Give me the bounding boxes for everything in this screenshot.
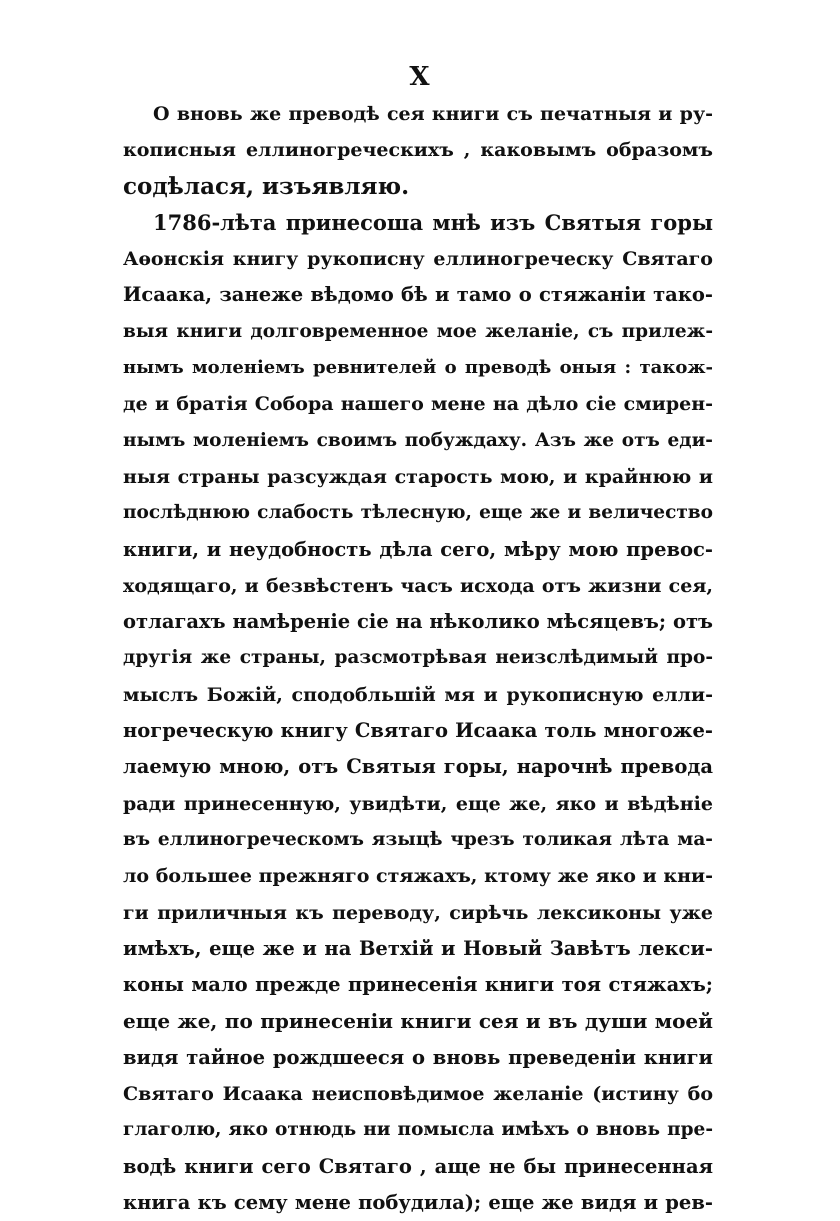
text-line: еще же, по принесеніи книги сея и въ души моей <box>123 1009 713 1034</box>
text-line: имѣхъ, еще же и на Ветхій и Новый Завѣтъ лекси- <box>123 936 713 960</box>
text-line: Исаака, занеже вѣдомо бѣ и тамо о стяжаніи тако- <box>123 283 713 307</box>
text-line: мыслъ Божій, сподобльшій мя и рукописную елли- <box>123 683 713 706</box>
text-line: де и братія Собора нашего мене на дѣло сіе смирен- <box>123 393 713 416</box>
text-line: выя книги долговременное мое желаніе, съ прилеж- <box>123 320 713 342</box>
text-line: ради принесенную, увидѣти, еще же, яко и вѣдѣніе <box>123 792 713 815</box>
text-line: О вновь же преводѣ сея книги съ печатныя и ру- <box>153 103 713 125</box>
text-line: нымъ моленіемъ ревнителей о преводѣ оныя : також- <box>123 357 713 379</box>
text-line: глаголю, яко отнюдь ни помысла имѣхъ о вновь пре- <box>123 1119 713 1141</box>
text-line: 1786-лѣта принесоша мнѣ изъ Святыя горы <box>153 209 713 235</box>
text-line: другія же страны, разсмотрѣвая неизслѣдимый про- <box>123 647 713 669</box>
text-line: въ еллиногреческомъ языцѣ чрезъ толикая лѣта ма- <box>123 828 713 850</box>
text-line: водѣ книги сего Святаго , аще не бы принесенная <box>123 1154 713 1178</box>
text-line: содѣлася, изъявляю. <box>123 172 410 200</box>
text-line: ныя страны разсуждая старость мою, и крайнюю и <box>123 465 713 488</box>
text-line: книги, и неудобность дѣла сего, мѣру мою превос- <box>123 537 713 561</box>
text-line: ло большее прежняго стяжахъ, ктому же яко и кни- <box>123 865 713 888</box>
paragraph-2 <box>123 205 713 1221</box>
text-line: лаемую мною, отъ Святыя горы, нарочнѣ превода <box>123 755 713 779</box>
text-line: книга къ сему мене побудила); еще же видя и рев- <box>123 1190 713 1214</box>
text-line: коны мало прежде принесенія книги тоя стяжахъ; <box>123 973 713 997</box>
text-line: нымъ моленіемъ своимъ побуждаху. Азъ же отъ еди- <box>123 429 713 451</box>
text-line: послѣднюю слабость тѣлесную, еще же и величество <box>123 502 713 524</box>
text-line: видя тайное рождшееся о вновь преведеніи книги <box>123 1045 713 1069</box>
text-line: ходящаго, и безвѣстенъ часъ исхода отъ жизни сея, <box>123 574 713 597</box>
text-line: Святаго Исаака неисповѣдимое желаніе (истину бо <box>123 1083 713 1106</box>
text-line: Аѳонскія книгу рукописну еллиногреческу Святаго <box>123 248 713 271</box>
text-line: кописныя еллиногреческихъ , каковымъ образомъ <box>123 139 713 162</box>
text-line: отлагахъ намѣреніе сіе на нѣколико мѣсяцевъ; отъ <box>123 610 713 634</box>
paragraph-1 <box>123 96 713 205</box>
body-text <box>123 96 713 1221</box>
page-number: X <box>409 62 431 92</box>
text-line: ги приличныя къ переводу, сирѣчь лексиконы уже <box>123 901 713 924</box>
text-line: ногреческую книгу Святаго Исаака толь многоже- <box>123 719 713 743</box>
